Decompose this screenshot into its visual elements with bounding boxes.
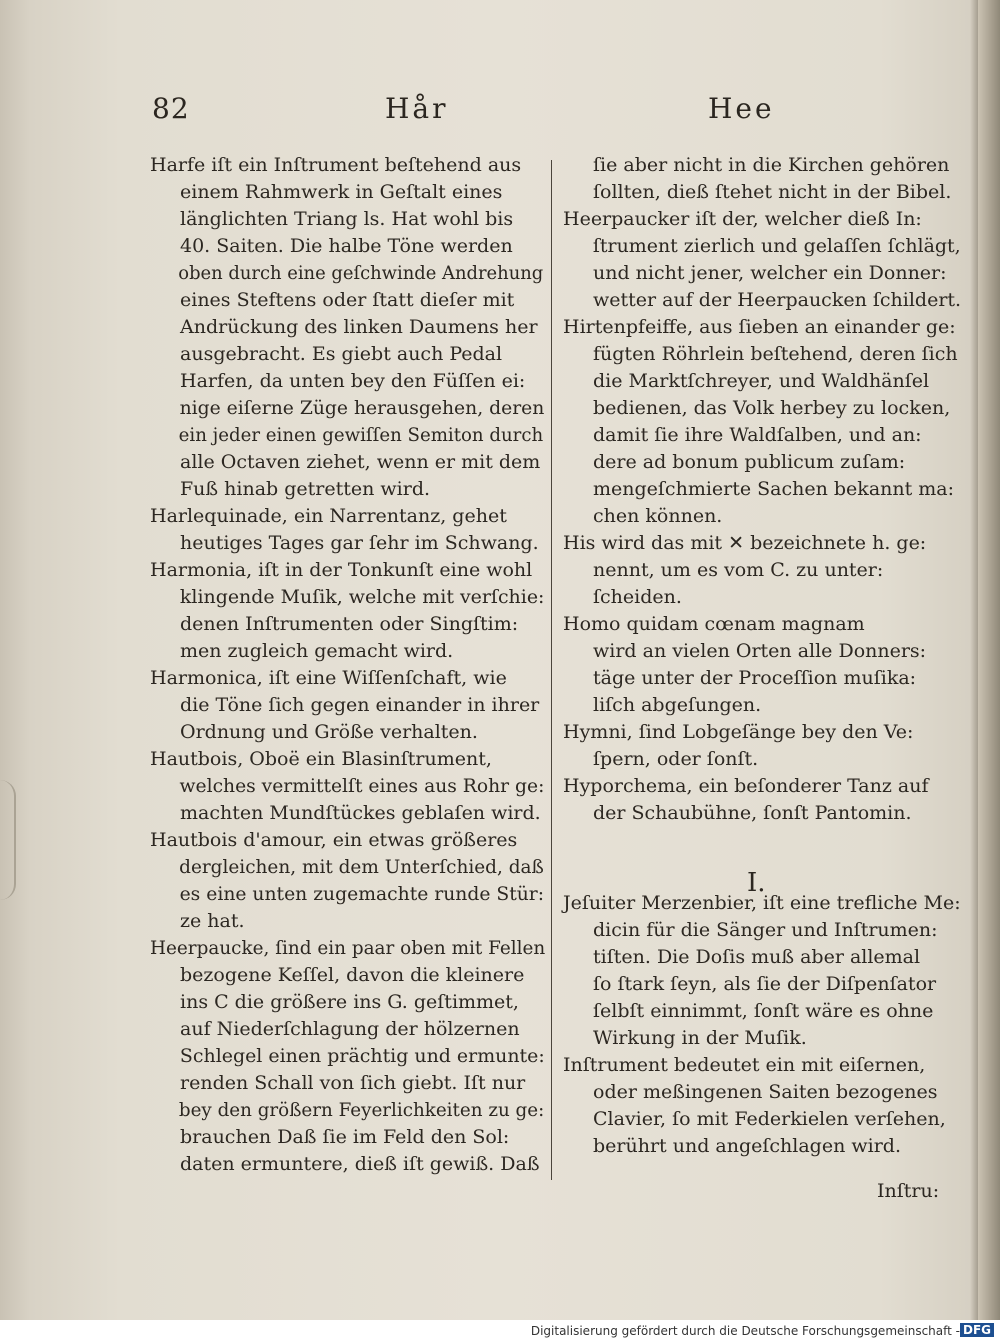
text-line: wetter auf der Heerpaucken ſchildert. bbox=[593, 289, 962, 311]
text-line: eines Steftens oder ſtatt dieſer mit bbox=[180, 289, 515, 311]
text-line: Clavier, ſo mit Federkielen verſehen, bbox=[593, 1108, 946, 1130]
text-line: die Töne ſich gegen einander in ihrer bbox=[180, 694, 540, 716]
text-line: Harmonia, iſt in der Tonkunſt eine wohl bbox=[150, 559, 533, 581]
text-line: fügten Röhrlein beſtehend, deren ſich bbox=[593, 343, 958, 365]
text-line: dergleichen, mit dem Unterſchied, daß bbox=[179, 856, 544, 878]
text-line: bezogene Keſſel, davon die kleinere bbox=[180, 964, 525, 986]
text-line: His wird das mit ✕ bezeichnete h. ge: bbox=[563, 532, 927, 554]
text-line: wird an vielen Orten alle Donners: bbox=[593, 640, 927, 662]
text-line: Harlequinade, ein Narrentanz, gehet bbox=[150, 505, 507, 527]
text-line: bedienen, das Volk herbey zu locken, bbox=[593, 397, 951, 419]
text-line: ausgebracht. Es giebt auch Pedal bbox=[180, 343, 503, 365]
gutter-shadow bbox=[970, 0, 978, 1320]
text-line: und nicht jener, welcher ein Donner: bbox=[593, 262, 947, 284]
column-divider bbox=[551, 160, 552, 1180]
text-line: täge unter der Proceſſion muſika: bbox=[593, 667, 917, 689]
text-line: 40. Saiten. Die halbe Töne werden bbox=[180, 235, 513, 257]
text-line: ein jeder einen gewiſſen Semiton durch bbox=[178, 424, 544, 446]
text-line: men zugleich gemacht wird. bbox=[180, 640, 454, 662]
text-line: nige eiſerne Züge herausgehen, deren bbox=[179, 397, 545, 419]
text-line: klingende Muſik, welche mit verſchie: bbox=[179, 586, 545, 608]
text-line: Hautbois d'amour, ein etwas größeres bbox=[150, 829, 518, 851]
text-line: der Schaubühne, ſonſt Pantomin. bbox=[593, 802, 912, 824]
text-line: heutiges Tages gar ſehr im Schwang. bbox=[180, 532, 539, 554]
text-line: ſie aber nicht in die Kirchen gehören bbox=[593, 154, 950, 176]
footer-credit: Digitalisierung gefördert durch die Deutsche Forschungsgemeinschaft - bbox=[530, 1324, 960, 1338]
text-line: Inſtrument bedeutet ein mit eiſernen, bbox=[563, 1054, 926, 1076]
text-line: ſpern, oder ſonſt. bbox=[593, 748, 759, 770]
text-line: Heerpaucker iſt der, welcher dieß In: bbox=[563, 208, 922, 230]
text-line: alle Octaven ziehet, wenn er mit dem bbox=[180, 451, 541, 473]
text-line: Harmonica, iſt eine Wiſſenſchaft, wie bbox=[150, 667, 507, 689]
text-line: tiſten. Die Doſis muß aber allemal bbox=[593, 946, 921, 968]
text-line: dicin für die Sänger und Inſtrumen: bbox=[593, 919, 938, 941]
dfg-logo: DFG bbox=[960, 1323, 994, 1337]
text-line: Ordnung und Größe verhalten. bbox=[180, 721, 478, 743]
text-line: daten ermuntere, dieß iſt gewiß. Daß bbox=[180, 1153, 540, 1175]
text-line: denen Inſtrumenten oder Singſtim: bbox=[180, 613, 519, 635]
text-line: chen können. bbox=[593, 505, 723, 527]
text-line: Jeſuiter Merzenbier, iſt eine trefliche Me: bbox=[563, 892, 961, 914]
text-line: nennt, um es vom C. zu unter: bbox=[593, 559, 884, 581]
page-number: 82 bbox=[152, 92, 190, 125]
text-line: Hautbois, Oboë ein Blasinſtrument, bbox=[150, 748, 492, 770]
text-line: ze hat. bbox=[180, 910, 245, 932]
text-line: Wirkung in der Muſik. bbox=[593, 1027, 807, 1049]
text-line: berührt und angeſchlagen wird. bbox=[593, 1135, 901, 1157]
page-edge-shadow bbox=[978, 0, 1000, 1320]
text-line: Harfe iſt ein Inſtrument beſtehend aus bbox=[150, 154, 522, 176]
text-line: Hyporchema, ein beſonderer Tanz auf bbox=[563, 775, 929, 797]
text-line: länglichten Triang ls. Hat wohl bis bbox=[180, 208, 514, 230]
text-line: ſtrument zierlich und gelaſſen ſchlägt, bbox=[592, 235, 961, 257]
text-line: liſch abgeſungen. bbox=[593, 694, 762, 716]
right-column bbox=[563, 152, 961, 1160]
text-line: Homo quidam cœnam magnam bbox=[563, 613, 865, 635]
text-line: ins C die größere ins G. geſtimmet, bbox=[180, 991, 519, 1013]
text-line: Hirtenpfeiffe, aus ſieben an einander ge: bbox=[563, 316, 956, 338]
text-line: Harfen, da unten bey den Füſſen ei: bbox=[180, 370, 526, 392]
text-line: die Marktſchreyer, und Waldhänſel bbox=[593, 370, 930, 392]
text-line: brauchen Daß ſie im Feld den Sol: bbox=[180, 1126, 510, 1148]
text-line: Hymni, ſind Lobgeſänge bey den Ve: bbox=[563, 721, 914, 743]
binding-thread bbox=[0, 780, 16, 900]
text-line: dere ad bonum publicum zuſam: bbox=[593, 451, 906, 473]
text-line: damit ſie ihre Waldſalben, und an: bbox=[593, 424, 922, 446]
text-line: oder meßingenen Saiten bezogenes bbox=[593, 1081, 938, 1103]
text-line: auf Niederſchlagung der hölzernen bbox=[180, 1018, 520, 1040]
running-head-right: Hee bbox=[708, 92, 775, 125]
text-line: es eine unten zugemachte runde Stür: bbox=[179, 883, 545, 905]
text-line: Fuß hinab getretten wird. bbox=[180, 478, 431, 500]
catchword: Inſtru: bbox=[877, 1180, 940, 1202]
text-line: renden Schall von ſich giebt. Iſt nur bbox=[180, 1072, 526, 1094]
text-line: machten Mundſtückes geblaſen wird. bbox=[180, 802, 541, 824]
text-line: oben durch eine geſchwinde Andrehung bbox=[178, 262, 544, 284]
text-line: einem Rahmwerk in Geſtalt eines bbox=[180, 181, 503, 203]
text-line: mengeſchmierte Sachen bekannt ma: bbox=[593, 478, 955, 500]
left-column bbox=[150, 152, 545, 1178]
text-line: ſo ſtark ſeyn, als ſie der Diſpenſator bbox=[593, 973, 937, 995]
section-letter: I. bbox=[747, 868, 766, 898]
text-line: Schlegel einen prächtig und ermunte: bbox=[179, 1045, 545, 1067]
text-line: ſelbſt einnimmt, ſonſt wäre es ohne bbox=[593, 1000, 934, 1022]
running-head-left: Hår bbox=[385, 92, 449, 125]
text-line: Andrückung des linken Daumens her bbox=[180, 316, 538, 338]
text-line: bey den größern Feyerlichkeiten zu ge: bbox=[178, 1099, 545, 1121]
text-line: Heerpaucke, ſind ein paar oben mit Fellen bbox=[150, 937, 546, 959]
text-line: ſcheiden. bbox=[593, 586, 682, 608]
text-line: welches vermittelſt eines aus Rohr ge: bbox=[179, 775, 545, 797]
text-line: ſollten, dieß ſtehet nicht in der Bibel. bbox=[593, 181, 952, 203]
